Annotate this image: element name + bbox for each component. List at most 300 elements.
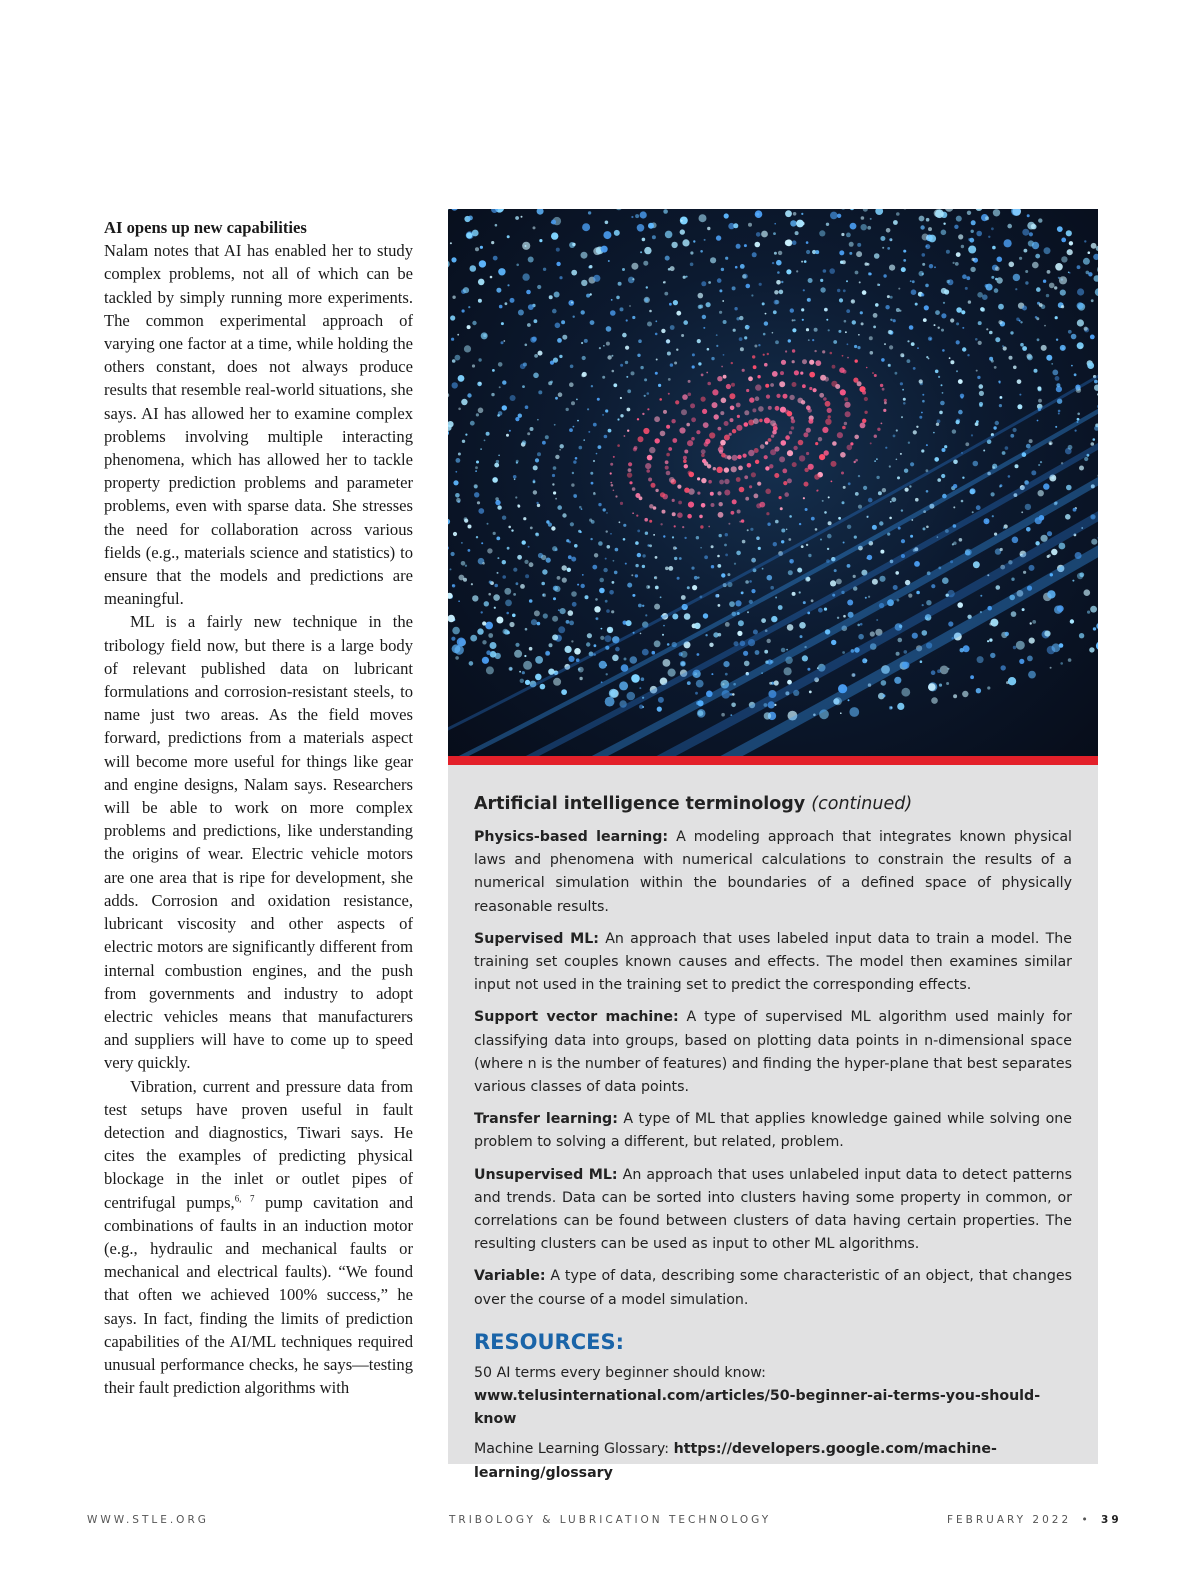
particle-dot <box>915 303 918 306</box>
particle-dot <box>537 622 541 626</box>
particle-dot <box>578 530 581 533</box>
particle-dot <box>739 521 741 523</box>
particle-dot <box>1044 325 1046 327</box>
particle-dot <box>666 425 670 429</box>
particle-dot <box>462 309 465 312</box>
particle-dot <box>999 382 1001 384</box>
particle-dot <box>786 529 788 531</box>
particle-dot <box>915 498 919 502</box>
particle-dot <box>1037 338 1040 341</box>
particle-dot <box>853 575 856 578</box>
particle-dot <box>744 336 747 339</box>
particle-dot <box>1036 317 1039 320</box>
particle-dot <box>1077 288 1084 295</box>
particle-dot <box>880 384 883 387</box>
particle-dot <box>527 323 531 327</box>
particle-dot <box>480 246 483 249</box>
particle-dot <box>605 600 608 603</box>
particle-dot <box>660 431 666 437</box>
particle-dot <box>1003 346 1007 350</box>
particle-dot <box>832 365 836 369</box>
particle-dot <box>788 339 791 342</box>
particle-dot <box>882 247 884 249</box>
particle-dot <box>602 414 604 416</box>
particle-dot <box>861 224 867 230</box>
particle-dot <box>478 358 481 361</box>
particle-dot <box>722 683 724 685</box>
particle-dot <box>627 408 631 412</box>
particle-dot <box>833 340 837 344</box>
particle-dot <box>482 640 486 644</box>
particle-dot <box>825 401 831 407</box>
particle-dot <box>1039 303 1043 307</box>
particle-dot <box>615 647 620 652</box>
particle-dot <box>786 269 791 274</box>
particle-dot <box>849 242 854 247</box>
particle-dot <box>785 210 792 217</box>
particle-dot <box>616 296 620 300</box>
particle-dot <box>692 585 697 590</box>
particle-dot <box>848 699 850 701</box>
particle-dot <box>474 485 478 489</box>
particle-dot <box>1071 334 1077 340</box>
particle-dot <box>1073 508 1077 512</box>
particle-dot <box>614 571 618 575</box>
particle-dot <box>787 624 794 631</box>
particle-dot <box>1051 363 1053 365</box>
particle-dot <box>959 538 963 542</box>
particle-dot <box>956 216 962 222</box>
particle-dot <box>535 458 539 462</box>
particle-dot <box>765 384 769 388</box>
particle-dot <box>963 645 970 652</box>
particle-dot <box>663 535 665 537</box>
particle-dot <box>769 464 773 468</box>
particle-dot <box>623 524 626 527</box>
particle-dot <box>587 408 589 410</box>
particle-dot <box>488 593 491 596</box>
particle-dot <box>683 276 686 279</box>
particle-dot <box>751 472 756 477</box>
particle-dot <box>594 553 598 557</box>
particle-dot <box>1090 606 1097 613</box>
particle-dot <box>507 547 510 550</box>
particle-dot <box>695 692 698 695</box>
particle-dot <box>1010 331 1013 334</box>
particle-dot <box>986 284 993 291</box>
particle-dot <box>939 684 942 687</box>
particle-dot <box>1032 242 1039 249</box>
particle-dot <box>711 565 714 568</box>
particle-dot <box>665 460 669 464</box>
particle-dot <box>571 591 577 597</box>
particle-dot <box>923 527 926 530</box>
particle-dot <box>458 375 465 382</box>
particle-dot <box>490 276 493 279</box>
particle-dot <box>928 683 936 691</box>
particle-dot <box>637 553 641 557</box>
particle-dot <box>692 353 695 356</box>
particle-dot <box>973 561 980 568</box>
particle-dot <box>1075 430 1077 432</box>
particle-dot <box>843 289 846 292</box>
particle-dot <box>533 465 538 470</box>
particle-dot <box>792 349 795 352</box>
sidebar-title: Artificial intelligence terminology (continued) <box>474 794 913 814</box>
particle-dot <box>791 419 795 423</box>
particle-dot <box>579 446 583 450</box>
particle-dot <box>1008 677 1016 685</box>
sidebar-title-suffix: (continued) <box>811 794 913 814</box>
particle-dot <box>604 635 611 642</box>
particle-dot <box>601 628 603 630</box>
particle-dot <box>511 529 513 531</box>
particle-dot <box>740 347 744 351</box>
resource-link[interactable]: https://developers.google.com/machine-learning/glossary <box>474 1441 997 1481</box>
particle-dot <box>852 320 856 324</box>
particle-dot <box>644 247 651 254</box>
particle-dot <box>1098 537 1099 539</box>
particle-dot <box>866 367 868 369</box>
particle-dot <box>609 689 618 698</box>
particle-dot <box>603 568 607 572</box>
particle-dot <box>606 673 608 675</box>
particle-dot <box>992 515 994 517</box>
particle-dot <box>687 681 691 685</box>
particle-dot <box>496 617 503 624</box>
particle-dot <box>502 560 506 564</box>
particle-dot <box>498 455 500 457</box>
particle-dot <box>635 214 639 218</box>
particle-dot <box>646 469 650 473</box>
particle-dot <box>993 426 996 429</box>
particle-dot <box>653 534 655 536</box>
particle-dot <box>908 442 910 444</box>
particle-dot <box>1077 319 1084 326</box>
particle-dot <box>799 523 801 525</box>
particle-dot <box>730 418 734 422</box>
particle-dot <box>744 661 750 667</box>
particle-dot <box>935 370 939 374</box>
particle-dot <box>710 492 714 496</box>
particle-dot <box>811 599 814 602</box>
particle-dot <box>767 353 769 355</box>
particle-dot <box>890 501 892 503</box>
particle-dot <box>935 310 940 315</box>
particle-dot <box>1091 243 1097 249</box>
particle-dot <box>714 414 719 419</box>
particle-dot <box>579 506 582 509</box>
particle-dot <box>723 354 725 356</box>
particle-dot <box>482 621 486 625</box>
particle-dot <box>553 466 557 470</box>
particle-dot <box>1052 643 1061 652</box>
particle-dot <box>725 622 730 627</box>
particle-dot <box>1096 642 1098 651</box>
particle-dot <box>550 381 553 384</box>
particle-dot <box>808 419 813 424</box>
particle-dot <box>595 598 598 601</box>
particle-dot <box>546 520 549 523</box>
particle-dot <box>986 328 988 330</box>
particle-dot <box>681 651 688 658</box>
particle-dot <box>499 386 501 388</box>
particle-dot <box>691 567 694 570</box>
particle-dot <box>1043 483 1049 489</box>
particle-dot <box>603 345 605 347</box>
particle-dot <box>747 463 752 468</box>
particle-dot <box>1094 385 1098 391</box>
particle-dot <box>523 517 526 520</box>
particle-dot <box>831 640 836 645</box>
particle-dot <box>900 353 904 357</box>
particle-dot <box>670 363 673 366</box>
particle-dot <box>559 355 562 358</box>
particle-dot <box>484 601 489 606</box>
particle-dot <box>1084 457 1088 461</box>
particle-dot <box>925 284 929 288</box>
particle-dot <box>975 338 978 341</box>
footer-separator: • <box>1081 1514 1091 1526</box>
particle-dot <box>701 374 704 377</box>
particle-dot <box>677 485 681 489</box>
particle-dot <box>566 620 570 624</box>
particle-dot <box>518 310 524 316</box>
particle-dot <box>476 536 478 538</box>
particle-dot <box>803 497 805 499</box>
particle-dot <box>950 360 954 364</box>
particle-dot <box>498 268 505 275</box>
particle-dot <box>822 350 825 353</box>
particle-dot <box>490 642 497 649</box>
particle-dot <box>910 280 912 282</box>
particle-dot <box>461 561 466 566</box>
particle-dot <box>703 327 705 329</box>
particle-dot <box>711 503 715 507</box>
particle-dot <box>697 492 700 495</box>
particle-dot <box>754 345 757 348</box>
particle-dot <box>722 300 724 302</box>
particle-dot <box>783 394 788 399</box>
particle-dot <box>522 540 526 544</box>
particle-dot <box>784 667 792 675</box>
particle-dot <box>794 319 796 321</box>
term-definition: An approach that uses unlabeled input data to detect patterns and trends. Data can be sorted into clusters having some property in common, or correlations can be found between clusters of data having certain properties. The resulting clusters can be used as input to other ML algorithms. <box>474 1166 1072 1253</box>
particle-dot <box>928 227 932 231</box>
particle-dot <box>809 372 815 378</box>
particle-dot <box>766 395 770 399</box>
particle-dot <box>1090 335 1095 340</box>
particle-dot <box>583 439 585 441</box>
particle-dot <box>649 504 653 508</box>
particle-dot <box>748 376 753 381</box>
particle-dot <box>711 545 714 548</box>
particle-dot <box>453 480 458 485</box>
particle-dot <box>683 320 688 325</box>
particle-dot <box>955 262 959 266</box>
term-definition: A type of ML that applies knowledge gained while solving one problem to solving a different, but related, problem. <box>474 1111 1072 1151</box>
particle-dot <box>642 649 649 656</box>
particle-dot <box>509 622 514 627</box>
particle-dot <box>754 448 759 453</box>
particle-dot <box>570 365 574 369</box>
particle-dot <box>746 284 751 289</box>
resources-title: RESOURCES: <box>474 1329 624 1354</box>
particle-dot <box>750 528 753 531</box>
particle-dot <box>1097 266 1098 273</box>
particle-dot <box>633 594 636 597</box>
particle-dot <box>760 444 765 449</box>
particle-dot <box>666 339 670 343</box>
particle-dot <box>898 288 900 290</box>
paragraph-2: ML is a fairly new technique in the tribology field now, but there is a large body of relevant published data on lubricant formulations and corrosion-resistant steels, to name just two areas. As the field moves forward, predictions from a materials aspect will become more useful for things like gear and engine designs, Nalam says. Researchers will be able to work on more complex problems and predictions, like understanding the origins of wear. Electric vehicle motors are one area that is ripe for development, she adds. Corrosion and oxidation resistance, lubricant viscosity and other aspects of electric motors are significantly different from internal combustion engines, and the push from governments and industry to adopt electric vehicles means that manufacturers and suppliers will have to come up to speed very quickly. <box>104 612 413 1073</box>
particle-dot <box>701 478 706 483</box>
particle-dot <box>696 680 704 688</box>
particle-dot <box>828 329 830 331</box>
particle-dot <box>897 703 904 710</box>
particle-dot <box>987 640 989 642</box>
particle-dot <box>879 521 883 525</box>
particle-dot <box>497 557 499 559</box>
particle-dot <box>516 264 519 267</box>
particle-dot <box>673 546 676 549</box>
resource-link[interactable]: www.telusinternational.com/articles/50-beginner-ai-terms-you-should-know <box>474 1388 1041 1428</box>
particle-dot <box>885 447 887 449</box>
particle-dot <box>903 250 906 253</box>
particle-dot <box>857 346 860 349</box>
particle-dot <box>934 324 936 326</box>
particle-dot <box>452 359 456 363</box>
particle-dot <box>985 216 989 220</box>
particle-dot <box>860 311 863 314</box>
particle-dot <box>549 295 553 299</box>
particle-dot <box>605 558 607 560</box>
particle-dot <box>861 216 865 220</box>
particle-dot <box>448 430 449 436</box>
particle-dot <box>468 216 473 221</box>
particle-dot <box>485 622 493 630</box>
particle-dot <box>994 366 997 369</box>
particle-dot <box>800 635 803 638</box>
terminology-sidebar <box>448 765 1098 1481</box>
particle-dot <box>655 320 657 322</box>
particle-dot <box>922 400 925 403</box>
particle-dot <box>456 498 461 503</box>
particle-dot <box>554 292 560 298</box>
particle-dot <box>893 220 898 225</box>
particle-dot <box>1077 302 1084 309</box>
particle-dot <box>724 467 729 472</box>
particle-dot <box>634 446 638 450</box>
particle-dot <box>696 536 699 539</box>
particle-dot <box>889 345 893 349</box>
particle-dot <box>976 231 982 237</box>
particle-dot <box>949 357 951 359</box>
particle-dot <box>860 423 866 429</box>
particle-dot <box>690 251 693 254</box>
particle-dot <box>1047 590 1055 598</box>
particle-dot <box>1025 281 1028 284</box>
particle-dot <box>671 242 677 248</box>
particle-dot <box>709 643 713 647</box>
particle-dot <box>484 440 486 442</box>
particle-dot <box>526 290 531 295</box>
term-entry <box>474 826 1072 919</box>
particle-dot <box>709 432 715 438</box>
particle-dot <box>736 477 741 482</box>
particle-dot <box>858 334 860 336</box>
particle-dot <box>894 677 901 684</box>
particle-dot <box>711 673 713 675</box>
particle-dot <box>581 342 583 344</box>
particle-dot <box>582 223 590 231</box>
particle-dot <box>842 501 845 504</box>
particle-dot <box>1050 667 1052 669</box>
particle-dot <box>739 487 745 493</box>
particle-dot <box>720 440 726 446</box>
particle-dot <box>958 410 963 415</box>
term-name: Variable: <box>474 1268 546 1285</box>
particle-dot <box>590 320 595 325</box>
particle-dot <box>676 349 678 351</box>
particle-dot <box>958 234 963 239</box>
particle-dot <box>837 432 843 438</box>
particle-dot <box>626 620 632 626</box>
particle-dot <box>520 364 526 370</box>
particle-dot <box>1044 247 1051 254</box>
particle-dot <box>946 250 950 254</box>
particle-dot <box>571 401 575 405</box>
particle-dot <box>605 697 615 707</box>
particle-dot <box>677 577 680 580</box>
particle-dot <box>920 660 923 663</box>
particle-dot <box>475 470 477 472</box>
particle-dot <box>574 544 578 548</box>
particle-dot <box>525 574 529 578</box>
particle-dot <box>857 381 862 386</box>
particle-dot <box>922 263 925 266</box>
particle-dot <box>613 456 615 458</box>
particle-dot <box>733 329 736 332</box>
particle-dot <box>973 461 979 467</box>
particle-dot <box>640 211 647 218</box>
particle-dot <box>806 544 808 546</box>
particle-dot <box>788 570 793 575</box>
particle-dot <box>482 562 485 565</box>
particle-dot <box>944 445 947 448</box>
particle-dot <box>1034 369 1038 373</box>
section-heading: AI opens up new capabilities <box>104 218 307 237</box>
particle-dot <box>620 414 623 417</box>
particle-dot <box>702 315 706 319</box>
particle-dot <box>600 636 604 640</box>
particle-dot <box>774 300 779 305</box>
particle-dot <box>928 358 930 360</box>
particle-dot <box>535 533 538 536</box>
particle-dot <box>752 559 755 562</box>
particle-dot <box>753 630 758 635</box>
particle-dot <box>568 555 572 559</box>
particle-dot <box>553 597 556 600</box>
particle-dot <box>504 630 509 635</box>
particle-dot <box>1077 265 1081 269</box>
particle-dot <box>934 457 939 462</box>
particle-dot <box>512 614 516 618</box>
particle-dot <box>502 380 506 384</box>
particle-dot <box>649 447 655 453</box>
particle-dot <box>530 527 533 530</box>
particle-dot <box>989 638 992 641</box>
